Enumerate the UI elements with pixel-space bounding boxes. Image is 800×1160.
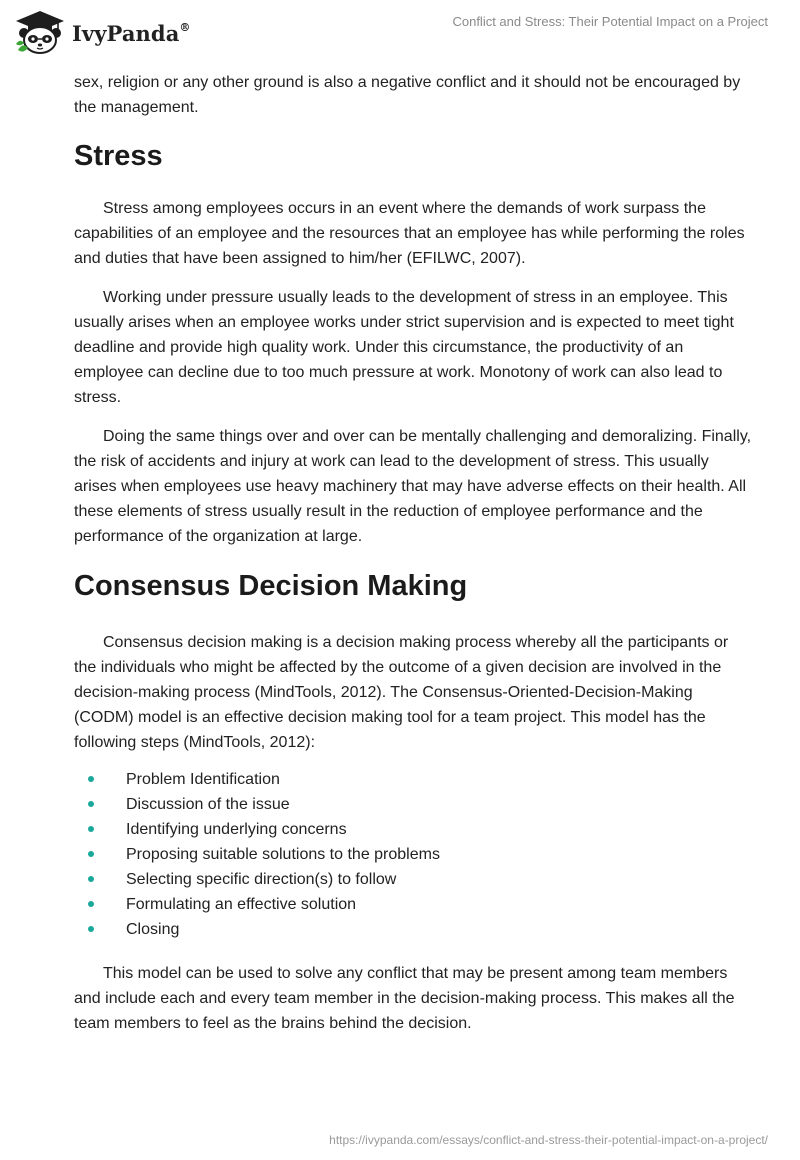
registered-mark: ® — [179, 20, 191, 34]
document-title: Conflict and Stress: Their Potential Impact on a Project — [452, 14, 768, 29]
stress-paragraph: Stress among employees occurs in an event where the demands of work surpass the capabilities of an employee and the resources that an employee has while performing the roles and duties that have been assigned to him/her (EFILWC, 2007). — [74, 200, 745, 267]
stress-paragraph: Doing the same things over and over can be mentally challenging and demoralizing. Finally, the risk of accidents and injury at work can lead to the development of stress. This usually arises when employees use heavy machinery that may have adverse effects on their health. All these elements of stress usually result in the reduction of employee performance and the performance of the organization at large. — [74, 428, 752, 545]
bullet-icon — [88, 926, 94, 932]
page-header — [0, 0, 800, 70]
ivypanda-logo[interactable] — [14, 8, 191, 58]
brand-name: IvyPanda® — [72, 20, 191, 46]
bullet-icon — [88, 776, 94, 782]
stress-heading: Stress — [74, 140, 163, 172]
bullet-icon — [88, 901, 94, 907]
bullet-icon — [88, 851, 94, 857]
list-item: Selecting specific direction(s) to follow — [74, 867, 754, 892]
list-item: Closing — [74, 917, 754, 942]
list-item: Discussion of the issue — [74, 792, 754, 817]
bullet-icon — [88, 801, 94, 807]
consensus-heading: Consensus Decision Making — [74, 570, 468, 602]
list-item: Formulating an effective solution — [74, 892, 754, 917]
list-item: Identifying underlying concerns — [74, 817, 754, 842]
essay-content — [74, 70, 754, 1050]
stress-paragraph: Working under pressure usually leads to the development of stress in an employee. This usually arises when an employee works under strict supervision and is expected to meet tight deadline and provide high quality work. Under this circumstance, the productivity of an employee can decline due to too much pressure at work. Monotony of work can also lead to stress. — [74, 289, 734, 406]
intro-paragraph: sex, religion or any other ground is also a negative conflict and it should not be encouraged by the management. — [74, 74, 741, 116]
bullet-icon — [88, 826, 94, 832]
list-item: Problem Identification — [74, 767, 754, 792]
list-item: Proposing suitable solutions to the problems — [74, 842, 754, 867]
bullet-icon — [88, 876, 94, 882]
codm-steps-list — [74, 767, 754, 942]
closing-paragraph: This model can be used to solve any conflict that may be present among team members and include each and every team member in the decision-making process. This makes all the team members to feel as the brains behind the decision. — [74, 965, 735, 1032]
consensus-paragraph: Consensus decision making is a decision making process whereby all the participants or the individuals who might be affected by the outcome of a given decision are involved in the decision-making process (MindTools, 2012). The Consensus-Oriented-Decision-Making (CODM) model is an effective decision making tool for a team project. This model has the following steps (MindTools, 2012): — [74, 634, 729, 751]
panda-graduate-icon — [14, 10, 66, 56]
source-url[interactable]: https://ivypanda.com/essays/conflict-and-stress-their-potential-impact-on-a-project/ — [329, 1133, 768, 1147]
